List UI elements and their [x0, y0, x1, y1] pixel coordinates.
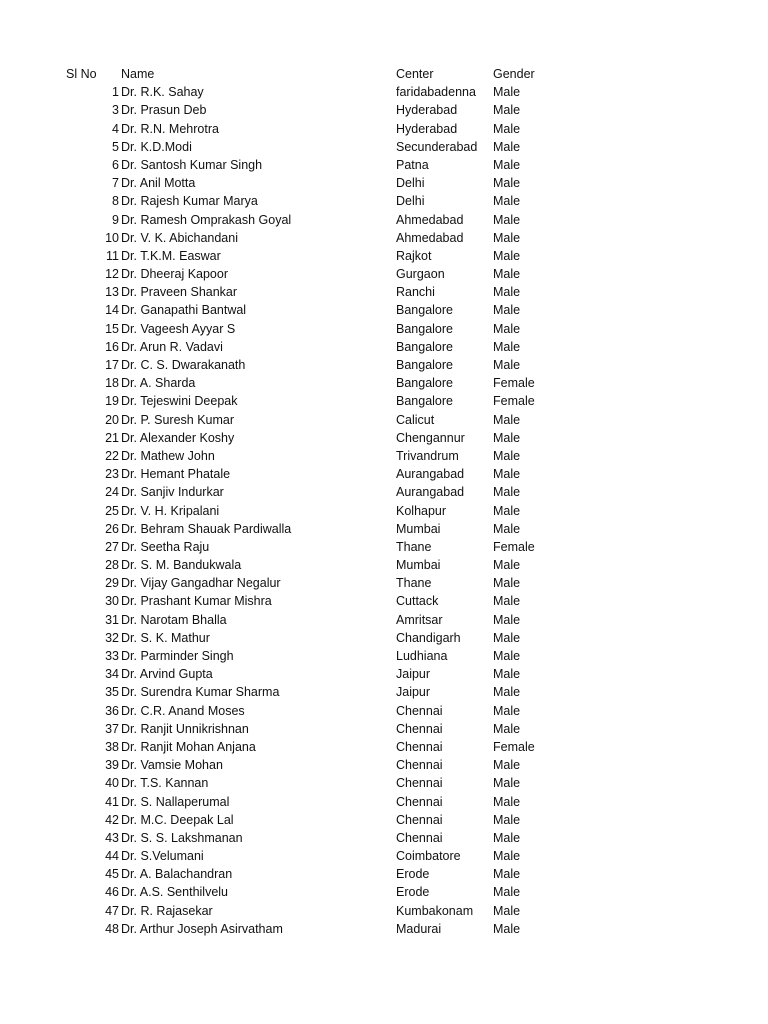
table-row: [0, 720, 768, 738]
center-name: Chennai: [396, 703, 443, 718]
table-row: [0, 865, 768, 883]
doctor-name: Dr. Rajesh Kumar Marya: [121, 194, 258, 209]
doctor-name: Dr. Dheeraj Kapoor: [121, 267, 229, 282]
table-row: [0, 356, 768, 374]
sl-number: 44: [105, 849, 119, 864]
center-name: Thane: [396, 576, 432, 591]
sl-number: 41: [105, 794, 119, 809]
table-row: [0, 556, 768, 574]
sl-number: 5: [112, 139, 119, 154]
table-row: [0, 83, 768, 101]
gender-value: Male: [493, 921, 521, 936]
center-name: Delhi: [396, 194, 425, 209]
doctor-name: Dr. A.S. Senthilvelu: [121, 885, 229, 900]
sl-number: 48: [105, 921, 119, 936]
center-name: Erode: [396, 885, 430, 900]
center-name: Kumbakonam: [396, 903, 474, 918]
center-name: Hyderabad: [396, 103, 458, 118]
gender-value: Male: [493, 612, 521, 627]
center-name: Bangalore: [396, 339, 453, 354]
sl-number: 42: [105, 812, 119, 827]
sl-number: 17: [105, 358, 119, 372]
center-name: Jaipur: [396, 667, 431, 682]
table-row: [0, 629, 768, 647]
gender-value: Male: [493, 358, 521, 372]
center-name: Jaipur: [396, 685, 431, 700]
doctor-name: Dr. Mathew John: [121, 448, 215, 463]
center-name: Ahmedabad: [396, 230, 464, 245]
center-name: Bangalore: [396, 358, 453, 372]
doctor-name: Dr. S. Nallaperumal: [121, 794, 230, 809]
table-body: [0, 83, 768, 938]
doctor-name: Dr. Prasun Deb: [121, 103, 207, 118]
table-row: [0, 283, 768, 301]
gender-value: Male: [493, 794, 521, 809]
center-name: Cuttack: [396, 594, 439, 609]
gender-value: Male: [493, 430, 521, 445]
sl-number: 11: [106, 248, 119, 263]
sl-number: 23: [105, 467, 119, 482]
sl-number: 12: [105, 267, 119, 282]
center-name: Coimbatore: [396, 849, 461, 864]
sl-number: 9: [112, 212, 119, 227]
gender-value: Male: [493, 303, 521, 318]
gender-value: Male: [493, 867, 521, 882]
sl-number: 33: [105, 649, 119, 663]
center-name: Bangalore: [396, 376, 453, 391]
center-name: Trivandrum: [396, 448, 459, 463]
center-name: Aurangabad: [396, 467, 465, 482]
center-name: Bangalore: [396, 394, 453, 409]
sl-number: 20: [105, 412, 119, 427]
doctor-name: Dr. S. S. Lakshmanan: [121, 830, 243, 845]
table-row: [0, 411, 768, 429]
doctor-name: Dr. Sanjiv Indurkar: [121, 485, 224, 500]
center-name: Chengannur: [396, 430, 465, 445]
doctor-name: Dr. Parminder Singh: [121, 649, 234, 663]
center-name: Chennai: [396, 776, 443, 791]
header-slno: Sl No: [66, 67, 97, 81]
center-name: Mumbai: [396, 558, 441, 573]
table-row: [0, 538, 768, 556]
gender-value: Male: [493, 248, 521, 263]
doctor-name: Dr. T.K.M. Easwar: [121, 248, 221, 263]
center-name: Chennai: [396, 830, 443, 845]
gender-value: Male: [493, 194, 521, 209]
gender-value: Male: [493, 485, 521, 500]
table-row: [0, 811, 768, 829]
sl-number: 40: [105, 776, 119, 791]
center-name: Gurgaon: [396, 267, 445, 282]
sl-number: 3: [112, 103, 119, 118]
table-row: [0, 902, 768, 920]
doctor-name: Dr. K.D.Modi: [121, 139, 192, 154]
doctor-name: Dr. Ranjit Unnikrishnan: [121, 721, 249, 736]
gender-value: Male: [493, 503, 521, 518]
center-name: Erode: [396, 867, 430, 882]
gender-value: Female: [493, 394, 535, 409]
gender-value: Male: [493, 885, 521, 900]
gender-value: Male: [493, 467, 521, 482]
doctor-name: Dr. V. K. Abichandani: [121, 230, 238, 245]
doctor-name: Dr. Vamsie Mohan: [121, 758, 223, 773]
center-name: Chennai: [396, 812, 443, 827]
table-row: [0, 483, 768, 501]
sl-number: 25: [105, 503, 119, 518]
doctor-name: Dr. Seetha Raju: [121, 539, 210, 554]
gender-value: Male: [493, 85, 521, 100]
sl-number: 8: [112, 194, 119, 209]
doctor-name: Dr. Ramesh Omprakash Goyal: [121, 212, 292, 227]
center-name: Hyderabad: [396, 121, 458, 136]
sl-number: 1: [112, 85, 119, 100]
table-row: [0, 883, 768, 901]
gender-value: Male: [493, 703, 521, 718]
table-row: [0, 738, 768, 756]
table-row: [0, 829, 768, 847]
gender-value: Male: [493, 830, 521, 845]
sl-number: 47: [105, 903, 119, 918]
center-name: Thane: [396, 539, 432, 554]
sl-number: 43: [105, 830, 119, 845]
center-name: Madurai: [396, 921, 442, 936]
header-row: [0, 65, 768, 83]
center-name: Bangalore: [396, 303, 453, 318]
table-row: [0, 756, 768, 774]
gender-value: Female: [493, 539, 535, 554]
center-name: Aurangabad: [396, 485, 465, 500]
sl-number: 18: [105, 376, 119, 391]
doctor-name: Dr. Hemant Phatale: [121, 467, 231, 482]
table-row: [0, 374, 768, 392]
center-name: Bangalore: [396, 321, 453, 336]
doctor-name: Dr. Arvind Gupta: [121, 667, 213, 682]
doctor-name: Dr. R.K. Sahay: [121, 85, 204, 100]
sl-number: 4: [112, 121, 119, 136]
gender-value: Male: [493, 212, 521, 227]
sl-number: 10: [105, 230, 119, 245]
sl-number: 35: [105, 685, 119, 700]
sl-number: 38: [105, 739, 119, 754]
doctor-name: Dr. Prashant Kumar Mishra: [121, 594, 272, 609]
table-row: [0, 120, 768, 138]
doctor-name: Dr. C. S. Dwarakanath: [121, 358, 246, 372]
doctor-name: Dr. A. Balachandran: [121, 867, 233, 882]
sl-number: 13: [105, 285, 119, 300]
gender-value: Male: [493, 558, 521, 573]
gender-value: Male: [493, 758, 521, 773]
center-name: Chandigarh: [396, 630, 461, 645]
gender-value: Male: [493, 594, 521, 609]
center-name: Ludhiana: [396, 649, 448, 663]
gender-value: Male: [493, 776, 521, 791]
sl-number: 46: [105, 885, 119, 900]
table-row: [0, 774, 768, 792]
doctor-name: Dr. Surendra Kumar Sharma: [121, 685, 280, 700]
table-row: [0, 665, 768, 683]
doctor-name: Dr. S.Velumani: [121, 849, 204, 864]
table-row: [0, 265, 768, 283]
doctor-name: Dr. Anil Motta: [121, 176, 196, 191]
sl-number: 6: [112, 157, 119, 172]
center-name: Chennai: [396, 721, 443, 736]
doctor-name: Dr. R. Rajasekar: [121, 903, 213, 918]
gender-value: Male: [493, 103, 521, 118]
sl-number: 15: [105, 321, 119, 336]
table-row: [0, 211, 768, 229]
doctor-list-sheet: [0, 65, 768, 938]
doctor-name: Dr. Arthur Joseph Asirvatham: [121, 921, 283, 936]
table-row: [0, 683, 768, 701]
sl-number: 37: [105, 721, 119, 736]
table-row: [0, 702, 768, 720]
sl-number: 45: [105, 867, 119, 882]
sl-number: 19: [105, 394, 119, 409]
gender-value: Male: [493, 412, 521, 427]
gender-value: Male: [493, 176, 521, 191]
header-center: Center: [396, 67, 434, 81]
table-row: [0, 447, 768, 465]
center-name: Chennai: [396, 794, 443, 809]
doctor-name: Dr. Praveen Shankar: [121, 285, 238, 300]
sl-number: 27: [105, 539, 119, 554]
table-row: [0, 611, 768, 629]
center-name: Chennai: [396, 739, 443, 754]
table-row: [0, 793, 768, 811]
gender-value: Male: [493, 630, 521, 645]
sl-number: 31: [105, 612, 119, 627]
sl-number: 26: [105, 521, 119, 536]
table-row: [0, 138, 768, 156]
gender-value: Male: [493, 849, 521, 864]
center-name: Kolhapur: [396, 503, 447, 518]
doctor-name: Dr. V. H. Kripalani: [121, 503, 220, 518]
gender-value: Male: [493, 576, 521, 591]
doctor-name: Dr. R.N. Mehrotra: [121, 121, 219, 136]
gender-value: Male: [493, 339, 521, 354]
center-name: Amritsar: [396, 612, 443, 627]
doctor-name: Dr. Santosh Kumar Singh: [121, 157, 263, 172]
table-row: [0, 392, 768, 410]
sl-number: 16: [105, 339, 119, 354]
gender-value: Male: [493, 812, 521, 827]
sl-number: 24: [105, 485, 119, 500]
header-gender: Gender: [493, 67, 535, 81]
doctor-name: Dr. Arun R. Vadavi: [121, 339, 223, 354]
doctor-name: Dr. P. Suresh Kumar: [121, 412, 235, 427]
doctor-name: Dr. Alexander Koshy: [121, 430, 235, 445]
doctor-name: Dr. Tejeswini Deepak: [121, 394, 238, 409]
table-row: [0, 520, 768, 538]
doctor-name: Dr. Vageesh Ayyar S: [121, 321, 236, 336]
sl-number: 30: [105, 594, 119, 609]
gender-value: Male: [493, 685, 521, 700]
gender-value: Male: [493, 230, 521, 245]
gender-value: Female: [493, 739, 535, 754]
doctor-name: Dr. S. M. Bandukwala: [121, 558, 242, 573]
table-row: [0, 247, 768, 265]
header-name: Name: [121, 67, 155, 81]
center-name: Ahmedabad: [396, 212, 464, 227]
table-row: [0, 574, 768, 592]
sl-number: 14: [105, 303, 119, 318]
gender-value: Male: [493, 121, 521, 136]
table-row: [0, 502, 768, 520]
center-name: Patna: [396, 157, 429, 172]
center-name: faridabadenna: [396, 85, 476, 100]
table-row: [0, 647, 768, 665]
gender-value: Male: [493, 285, 521, 300]
table-row: [0, 229, 768, 247]
table-row: [0, 156, 768, 174]
doctor-name: Dr. Vijay Gangadhar Negalur: [121, 576, 281, 591]
sl-number: 32: [105, 630, 119, 645]
gender-value: Male: [493, 157, 521, 172]
gender-value: Male: [493, 448, 521, 463]
table-row: [0, 592, 768, 610]
table-row: [0, 320, 768, 338]
sl-number: 29: [105, 576, 119, 591]
sl-number: 28: [105, 558, 119, 573]
table-row: [0, 847, 768, 865]
doctor-name: Dr. Ranjit Mohan Anjana: [121, 739, 256, 754]
center-name: Rajkot: [396, 248, 432, 263]
sl-number: 36: [105, 703, 119, 718]
gender-value: Male: [493, 903, 521, 918]
gender-value: Male: [493, 721, 521, 736]
doctor-name: Dr. Narotam Bhalla: [121, 612, 227, 627]
table-row: [0, 174, 768, 192]
doctor-name: Dr. T.S. Kannan: [121, 776, 209, 791]
center-name: Mumbai: [396, 521, 441, 536]
doctor-name: Dr. S. K. Mathur: [121, 630, 210, 645]
gender-value: Male: [493, 267, 521, 282]
table-row: [0, 192, 768, 210]
sl-number: 7: [112, 176, 119, 191]
doctor-name: Dr. C.R. Anand Moses: [121, 703, 245, 718]
doctor-name: Dr. Behram Shauak Pardiwalla: [121, 521, 292, 536]
gender-value: Male: [493, 667, 521, 682]
center-name: Secunderabad: [396, 139, 478, 154]
center-name: Calicut: [396, 412, 435, 427]
doctor-name: Dr. Ganapathi Bantwal: [121, 303, 247, 318]
center-name: Chennai: [396, 758, 443, 773]
center-name: Ranchi: [396, 285, 435, 300]
gender-value: Male: [493, 521, 521, 536]
doctor-name: Dr. A. Sharda: [121, 376, 196, 391]
sl-number: 34: [105, 667, 119, 682]
gender-value: Male: [493, 649, 521, 663]
table-row: [0, 920, 768, 938]
center-name: Delhi: [396, 176, 425, 191]
sl-number: 21: [105, 430, 119, 445]
table-row: [0, 338, 768, 356]
table-row: [0, 301, 768, 319]
doctor-name: Dr. M.C. Deepak Lal: [121, 812, 234, 827]
gender-value: Male: [493, 139, 521, 154]
table-row: [0, 429, 768, 447]
gender-value: Female: [493, 376, 535, 391]
sl-number: 22: [105, 448, 119, 463]
gender-value: Male: [493, 321, 521, 336]
table-row: [0, 465, 768, 483]
sl-number: 39: [105, 758, 119, 773]
table-row: [0, 101, 768, 119]
